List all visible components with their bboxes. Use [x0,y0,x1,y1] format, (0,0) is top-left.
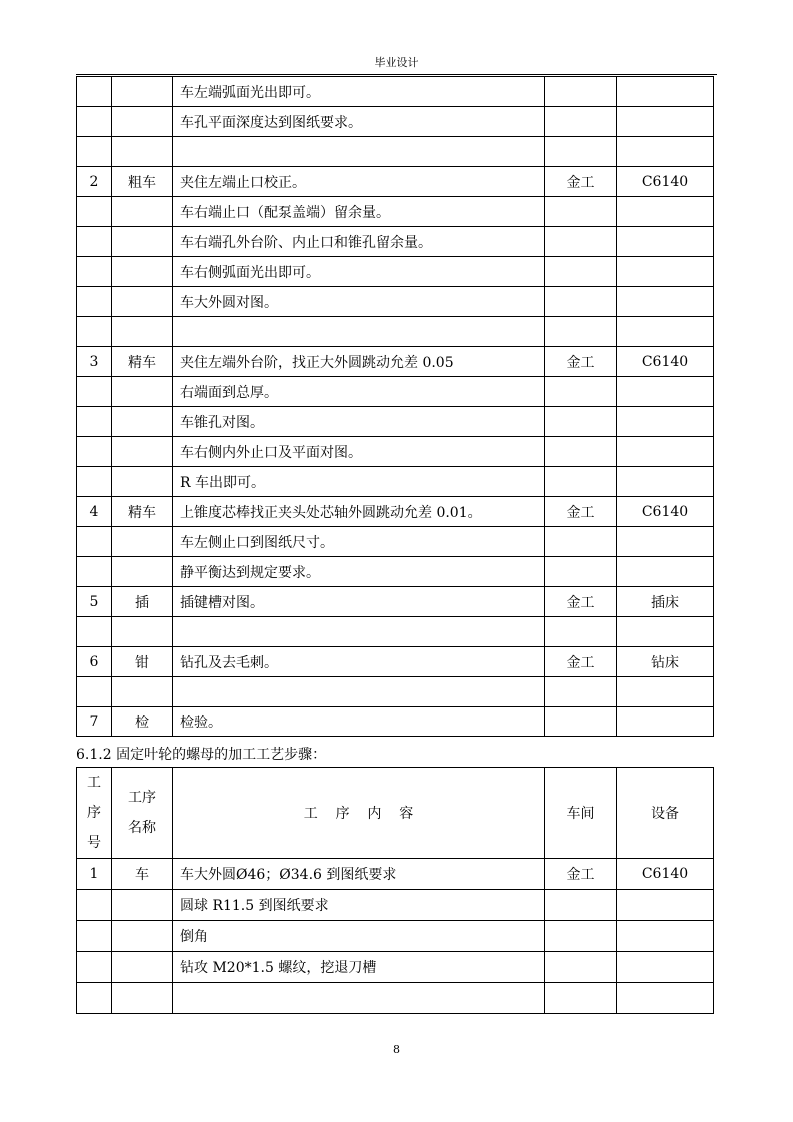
step-content-cell: 车大外圆Ø46；Ø34.6 到图纸要求 [173,859,545,890]
step-name-cell: 车 [112,859,173,890]
step-no-cell [77,890,112,921]
table-row [77,677,714,707]
table-row [77,317,714,347]
table-row [77,617,714,647]
workshop-cell: 金工 [545,859,617,890]
process-table-continued [76,76,714,737]
table-row [77,257,714,287]
table-row [77,497,714,527]
step-no-cell [77,197,112,227]
step-no-cell [77,107,112,137]
step-no-cell [77,677,112,707]
workshop-cell [545,287,617,317]
step-no-cell: 7 [77,707,112,737]
equipment-cell [617,317,714,347]
step-no-cell: 2 [77,167,112,197]
workshop-cell [545,77,617,107]
step-content-cell: 夹住左端外台阶，找正大外圆跳动允差 0.05 [173,347,545,377]
table-row [77,77,714,107]
step-content-cell: 圆球 R11.5 到图纸要求 [173,890,545,921]
step-name-cell [112,467,173,497]
step-content-cell: 倒角 [173,921,545,952]
workshop-cell [545,407,617,437]
workshop-cell [545,227,617,257]
workshop-cell: 金工 [545,647,617,677]
equipment-cell [617,287,714,317]
step-name-cell [112,107,173,137]
header-title: 毕业设计 [374,56,419,69]
step-content-cell [173,617,545,647]
header-step-name: 工序 名称 [112,768,173,859]
step-content-cell: 车右端孔外台阶、内止口和锥孔留余量。 [173,227,545,257]
step-no-cell [77,952,112,983]
step-content-cell: 上锥度芯棒找正夹头处芯轴外圆跳动允差 0.01。 [173,497,545,527]
step-name-cell [112,407,173,437]
equipment-cell [617,921,714,952]
equipment-cell: C6140 [617,347,714,377]
table-row [77,587,714,617]
equipment-cell [617,137,714,167]
equipment-cell [617,983,714,1014]
workshop-cell [545,467,617,497]
step-name-cell [112,437,173,467]
equipment-cell: C6140 [617,167,714,197]
table-row [77,227,714,257]
workshop-cell [545,557,617,587]
workshop-cell: 金工 [545,587,617,617]
workshop-cell [545,890,617,921]
nut-process-table [76,767,714,1014]
step-content-cell: 右端面到总厚。 [173,377,545,407]
step-content-cell: 车左端弧面光出即可。 [173,77,545,107]
workshop-cell [545,527,617,557]
step-name-cell [112,677,173,707]
step-content-cell: 夹住左端止口校正。 [173,167,545,197]
step-content-cell: 插键槽对图。 [173,587,545,617]
workshop-cell [545,617,617,647]
step-no-cell [77,377,112,407]
workshop-cell [545,437,617,467]
step-name-cell [112,617,173,647]
step-no-cell [77,921,112,952]
workshop-cell [545,952,617,983]
step-content-cell: 钻攻 M20*1.5 螺纹，挖退刀槽 [173,952,545,983]
step-name-cell [112,287,173,317]
step-name-cell [112,890,173,921]
table-row [77,557,714,587]
step-name-cell [112,77,173,107]
workshop-cell [545,137,617,167]
equipment-cell [617,707,714,737]
equipment-cell [617,77,714,107]
workshop-cell: 金工 [545,497,617,527]
step-content-cell: 车左侧止口到图纸尺寸。 [173,527,545,557]
step-no-cell [77,617,112,647]
step-no-cell [77,77,112,107]
equipment-cell [617,437,714,467]
step-name-cell: 检 [112,707,173,737]
table-row [77,467,714,497]
step-name-cell [112,377,173,407]
table-row [77,287,714,317]
step-name-cell [112,197,173,227]
table-row [77,952,714,983]
step-content-cell: 车大外圆对图。 [173,287,545,317]
step-content-cell [173,983,545,1014]
workshop-cell [545,317,617,347]
equipment-cell [617,527,714,557]
table-row [77,377,714,407]
step-name-cell [112,983,173,1014]
step-no-cell [77,437,112,467]
step-content-cell [173,317,545,347]
equipment-cell: 钻床 [617,647,714,677]
table-row [77,890,714,921]
table-row [77,859,714,890]
header-step-no: 工 序 号 [77,768,112,859]
step-no-cell: 3 [77,347,112,377]
equipment-cell [617,407,714,437]
table-row [77,437,714,467]
step-name-cell: 插 [112,587,173,617]
step-content-cell: 车锥孔对图。 [173,407,545,437]
step-name-cell [112,527,173,557]
equipment-cell [617,677,714,707]
step-name-cell: 钳 [112,647,173,677]
workshop-cell [545,377,617,407]
step-no-cell [77,287,112,317]
equipment-cell [617,197,714,227]
step-content-cell: 车右侧内外止口及平面对图。 [173,437,545,467]
workshop-cell [545,921,617,952]
section-title: 6.1.2 固定叶轮的螺母的加工工艺步骤： [76,747,327,763]
header-workshop: 车间 [545,768,617,859]
workshop-cell: 金工 [545,347,617,377]
workshop-cell [545,257,617,287]
step-name-cell: 精车 [112,347,173,377]
workshop-cell [545,107,617,137]
step-no-cell [77,527,112,557]
equipment-cell [617,467,714,497]
page-number: 8 [393,1043,400,1056]
step-no-cell [77,317,112,347]
step-no-cell [77,467,112,497]
table-row [77,137,714,167]
step-no-cell [77,137,112,167]
page-header [76,56,717,75]
step-name-cell: 粗车 [112,167,173,197]
step-no-cell [77,407,112,437]
table-row [77,983,714,1014]
header-step-content: 工 序 内 容 [173,768,545,859]
equipment-cell [617,952,714,983]
step-no-cell [77,557,112,587]
table-row [77,407,714,437]
equipment-cell: 插床 [617,587,714,617]
workshop-cell [545,197,617,227]
table-row [77,197,714,227]
equipment-cell: C6140 [617,497,714,527]
step-no-cell: 4 [77,497,112,527]
step-name-cell: 精车 [112,497,173,527]
step-content-cell: 钻孔及去毛刺。 [173,647,545,677]
step-no-cell [77,983,112,1014]
step-name-cell [112,952,173,983]
table-row [77,647,714,677]
workshop-cell [545,707,617,737]
step-name-cell [112,227,173,257]
step-no-cell: 6 [77,647,112,677]
step-content-cell: 车右侧弧面光出即可。 [173,257,545,287]
step-content-cell: 检验。 [173,707,545,737]
step-content-cell: 车右端止口（配泵盖端）留余量。 [173,197,545,227]
step-no-cell [77,227,112,257]
step-no-cell: 1 [77,859,112,890]
step-name-cell [112,317,173,347]
equipment-cell: C6140 [617,859,714,890]
step-content-cell: R 车出即可。 [173,467,545,497]
equipment-cell [617,107,714,137]
step-no-cell [77,257,112,287]
step-name-cell [112,137,173,167]
step-name-cell [112,921,173,952]
table-row [77,107,714,137]
header-equipment: 设备 [617,768,714,859]
step-name-cell [112,557,173,587]
equipment-cell [617,257,714,287]
table-row [77,921,714,952]
table-header-row [77,768,714,859]
table-row [77,347,714,377]
table-row [77,707,714,737]
step-content-cell: 车孔平面深度达到图纸要求。 [173,107,545,137]
equipment-cell [617,557,714,587]
equipment-cell [617,890,714,921]
step-content-cell: 静平衡达到规定要求。 [173,557,545,587]
step-content-cell [173,137,545,167]
workshop-cell [545,677,617,707]
equipment-cell [617,617,714,647]
table-row [77,527,714,557]
workshop-cell: 金工 [545,167,617,197]
equipment-cell [617,227,714,257]
equipment-cell [617,377,714,407]
workshop-cell [545,983,617,1014]
step-no-cell: 5 [77,587,112,617]
table-row [77,167,714,197]
step-content-cell [173,677,545,707]
step-name-cell [112,257,173,287]
